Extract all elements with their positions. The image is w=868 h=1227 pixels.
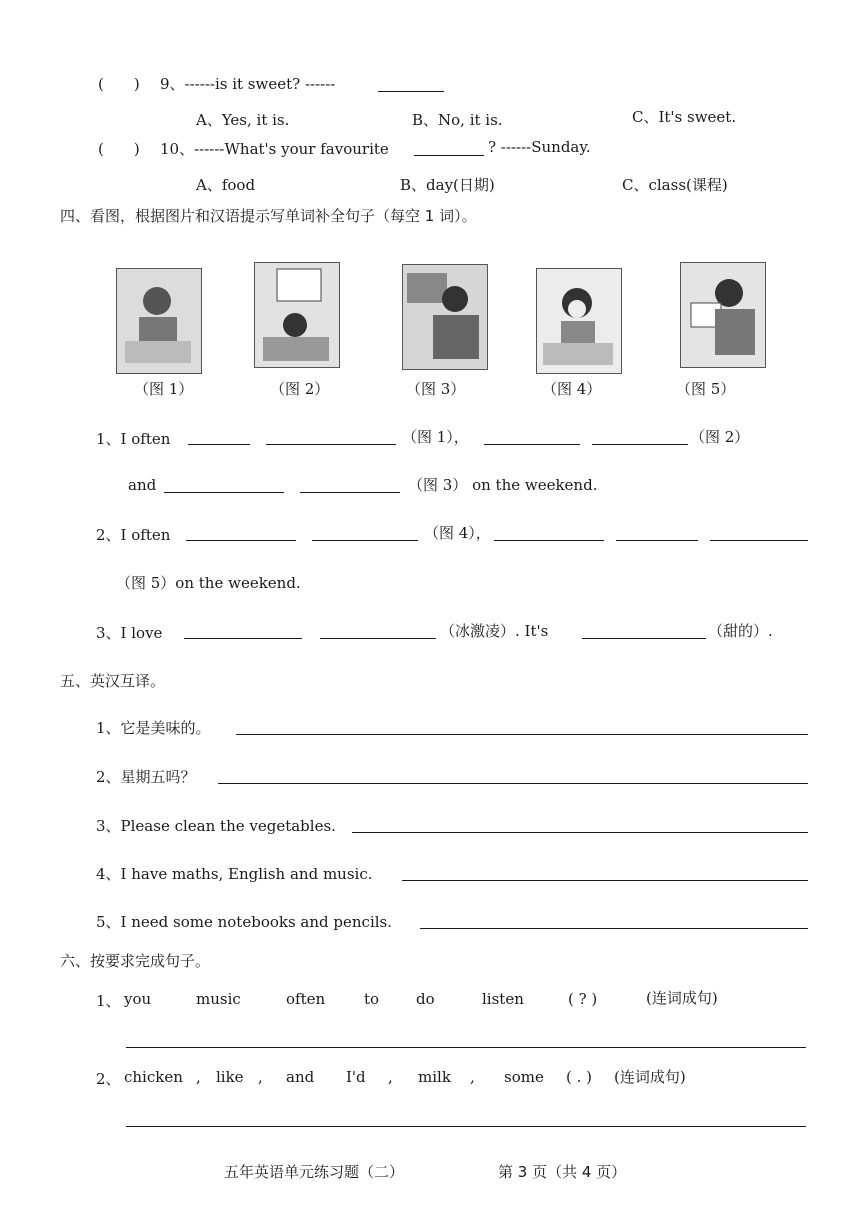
- s6-q1-word-6: listen: [482, 990, 524, 1008]
- s4-q1-blank3[interactable]: [484, 444, 580, 445]
- s6-q2-requirement: (连词成句): [614, 1068, 686, 1086]
- s6-q1-word-4: to: [364, 990, 380, 1008]
- s5-item-2: 2、星期五吗？: [96, 768, 196, 786]
- s4-q1-blank2[interactable]: [266, 444, 396, 445]
- s4-q3-blank2[interactable]: [320, 638, 436, 639]
- s4-q2-blank4[interactable]: [616, 540, 698, 541]
- s6-q2-word-2: ,: [196, 1068, 201, 1086]
- s4-q1-and: and: [128, 476, 157, 494]
- picture-4-caption: （图 4）: [542, 380, 602, 398]
- footer-page-number: 第 3 页（共 4 页）: [498, 1163, 627, 1181]
- s5-item-4-blank[interactable]: [402, 880, 808, 881]
- s5-item-5-blank[interactable]: [420, 928, 808, 929]
- q9-stem: 9、------is it sweet? ------: [160, 75, 336, 93]
- s4-q2-hint5: （图 5）on the weekend.: [116, 574, 301, 592]
- picture-5: [680, 262, 766, 368]
- s5-item-3-blank[interactable]: [352, 832, 808, 833]
- s6-q2-word-10: some: [504, 1068, 544, 1086]
- q9-option-b: B、No, it is.: [412, 111, 503, 129]
- s4-q1-hint3: （图 3） on the weekend.: [408, 476, 598, 494]
- s6-q2-word-11: ( . ): [566, 1068, 593, 1086]
- s4-q3-blank1[interactable]: [184, 638, 302, 639]
- q10-answer-paren: ( ): [98, 140, 140, 158]
- s6-q1-num: 1、: [96, 992, 121, 1010]
- s4-q1-start: 1、I often: [96, 430, 171, 448]
- s5-item-1-blank[interactable]: [236, 734, 808, 735]
- q10-option-c: C、class(课程): [622, 176, 728, 194]
- s5-item-4: 4、I have maths, English and music.: [96, 865, 373, 883]
- s4-q1-blank6[interactable]: [300, 492, 400, 493]
- picture-2-caption: （图 2）: [270, 380, 330, 398]
- s4-q3-start: 3、I love: [96, 624, 163, 642]
- s4-q1-blank5[interactable]: [164, 492, 284, 493]
- s6-q2-word-9: ,: [470, 1068, 475, 1086]
- q9-option-c: C、It's sweet.: [632, 108, 737, 126]
- s6-q2-word-4: ,: [258, 1068, 263, 1086]
- s4-q1-hint1: （图 1），: [402, 428, 469, 446]
- s6-q2-word-1: chicken: [124, 1068, 183, 1086]
- s4-q1-blank4[interactable]: [592, 444, 688, 445]
- s4-q3-end: （甜的）.: [708, 622, 773, 640]
- q10-option-a: A、food: [196, 176, 256, 194]
- s6-q1-word-2: music: [196, 990, 241, 1008]
- footer-title: 五年英语单元练习题（二）: [224, 1163, 405, 1181]
- q9-blank[interactable]: [378, 91, 444, 92]
- s6-q2-word-7: ,: [388, 1068, 393, 1086]
- s4-q2-blank1[interactable]: [186, 540, 296, 541]
- s4-q2-hint4: （图 4），: [424, 524, 491, 542]
- s5-item-1: 1、它是美味的。: [96, 719, 211, 737]
- s4-q2-blank3[interactable]: [494, 540, 604, 541]
- s5-item-2-blank[interactable]: [218, 783, 808, 784]
- picture-2: [254, 262, 340, 368]
- s6-q1-word-3: often: [286, 990, 326, 1008]
- section5-title: 五、英汉互译。: [60, 672, 166, 690]
- s4-q1-blank1[interactable]: [188, 444, 250, 445]
- q10-stem-b: ? ------Sunday.: [488, 138, 591, 156]
- s4-q2-blank2[interactable]: [312, 540, 418, 541]
- s6-q2-word-8: milk: [418, 1068, 451, 1086]
- s5-item-3: 3、Please clean the vegetables.: [96, 817, 336, 835]
- q9-answer-paren: ( ): [98, 75, 140, 93]
- s6-q2-word-5: and: [286, 1068, 315, 1086]
- s4-q2-start: 2、I often: [96, 526, 171, 544]
- s6-q1-word-7: ( ? ): [568, 990, 598, 1008]
- s6-q1-word-1: you: [124, 990, 152, 1008]
- s6-q2-answer-line[interactable]: [126, 1126, 806, 1127]
- section4-title: 四、看图，根据图片和汉语提示写单词补全句子（每空 1 词）。: [60, 207, 477, 225]
- s4-q3-hint: （冰激凌）. It's: [440, 622, 549, 640]
- s4-q2-blank5[interactable]: [710, 540, 808, 541]
- picture-4: [536, 268, 622, 374]
- s6-q1-answer-line[interactable]: [126, 1047, 806, 1048]
- q10-option-b: B、day(日期): [400, 176, 495, 194]
- s4-q1-hint2: （图 2）: [690, 428, 750, 446]
- s6-q1-word-5: do: [416, 990, 435, 1008]
- q10-blank[interactable]: [414, 155, 484, 156]
- s4-q3-blank3[interactable]: [582, 638, 706, 639]
- picture-3-caption: （图 3）: [406, 380, 466, 398]
- picture-1: [116, 268, 202, 374]
- q9-option-a: A、Yes, it is.: [196, 111, 290, 129]
- picture-1-caption: （图 1）: [134, 380, 194, 398]
- q10-stem-a: 10、------What's your favourite: [160, 140, 389, 158]
- section6-title: 六、按要求完成句子。: [60, 952, 211, 970]
- s6-q2-num: 2、: [96, 1070, 121, 1088]
- s6-q2-word-3: like: [216, 1068, 244, 1086]
- picture-5-caption: （图 5）: [676, 380, 736, 398]
- picture-3: [402, 264, 488, 370]
- s6-q2-word-6: I'd: [346, 1068, 366, 1086]
- s6-q1-requirement: (连词成句): [646, 989, 718, 1007]
- s5-item-5: 5、I need some notebooks and pencils.: [96, 913, 393, 931]
